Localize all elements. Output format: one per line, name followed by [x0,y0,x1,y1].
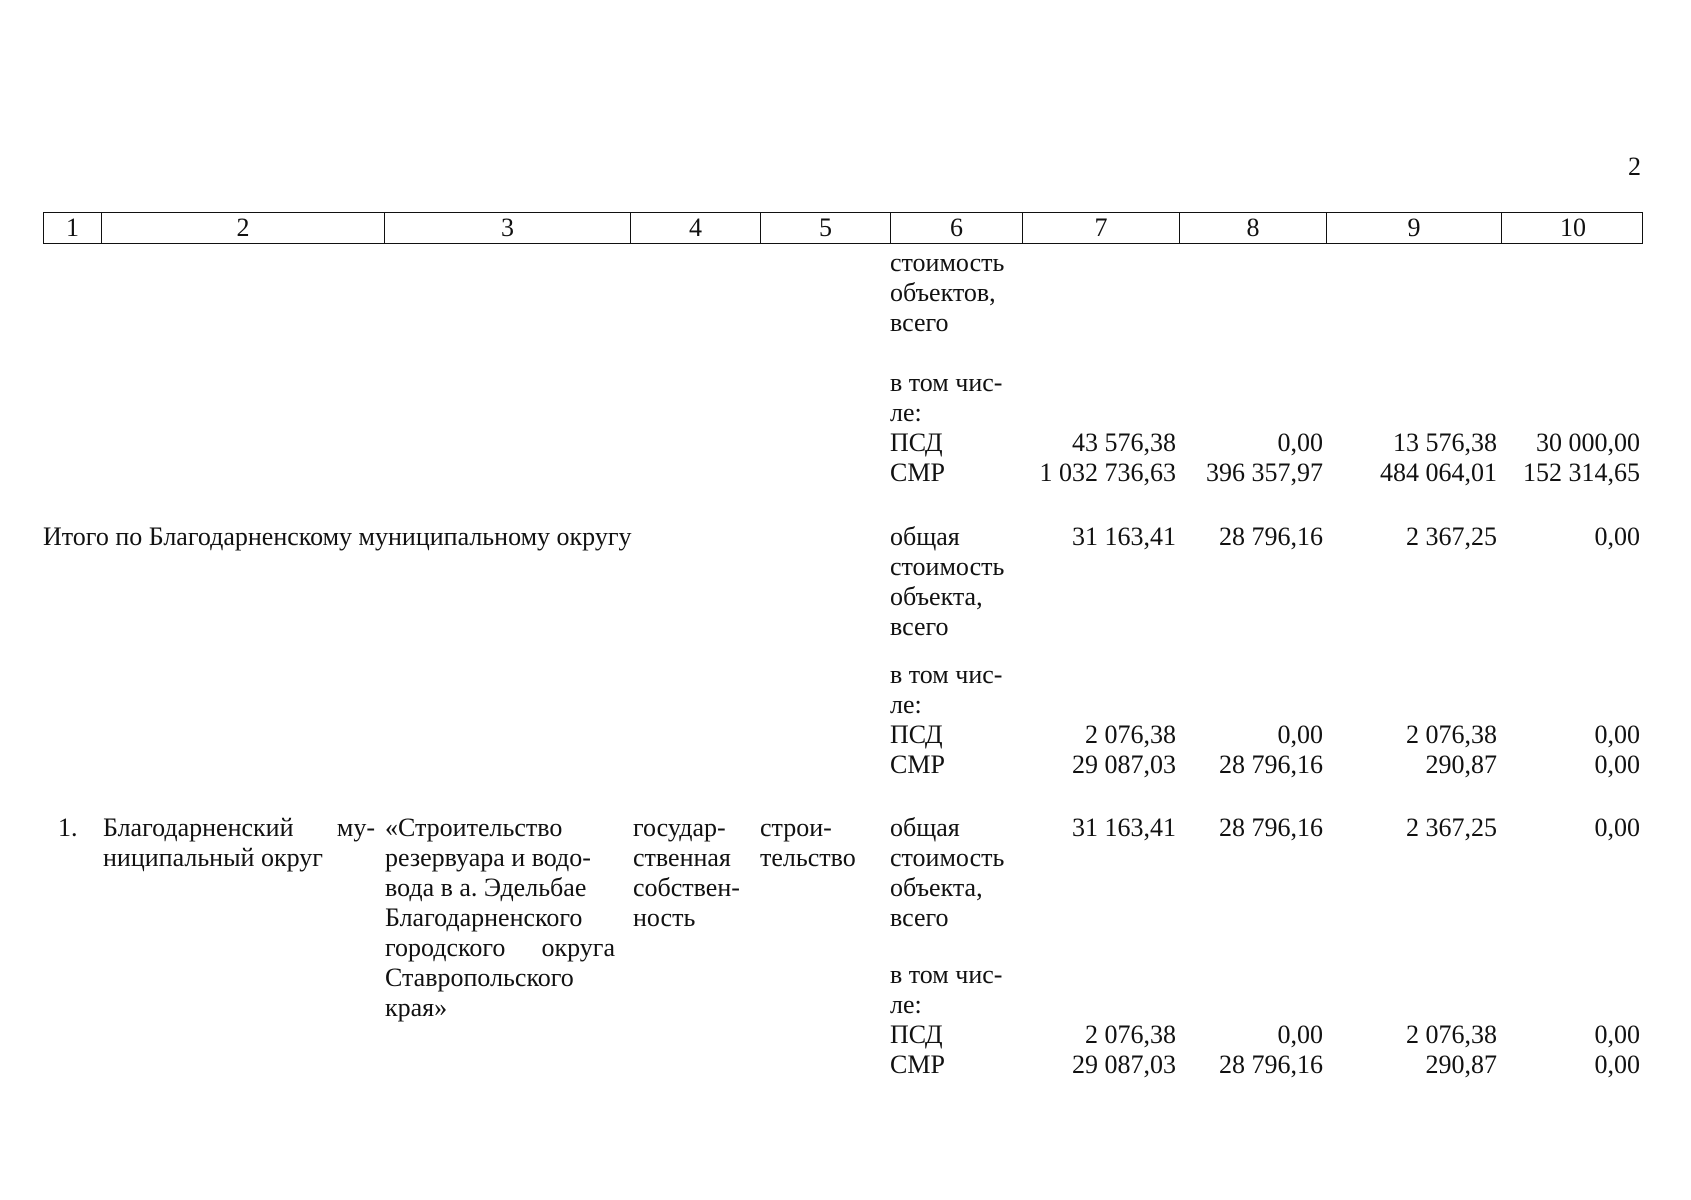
item-col3-line-2: резервуара и водо- [385,843,591,872]
item-row-smr-c8: 28 796,16 [1219,1050,1323,1079]
top-row-smr-c10: 152 314,65 [1523,458,1640,487]
top-row-smr-c9: 484 064,01 [1380,458,1497,487]
item-row-smr-label: СМР [890,1050,945,1079]
top-label-line-2: объектов, [890,278,996,307]
item-total-c7: 31 163,41 [1072,813,1176,842]
item-row-psd-c9: 2 076,38 [1406,1020,1497,1049]
item-col4-line-1: государ- [633,813,726,842]
total-title: Итого по Благодарненскому муниципальному округу [43,522,632,551]
total-row-smr-c9: 290,87 [1425,750,1497,779]
item-col3-line-6: Ставропольского [385,963,574,992]
total-label-line-4: всего [890,612,949,641]
item-incl-line-1: в том чис- [890,960,1003,989]
top-row-smr-label: СМР [890,458,945,487]
item-label-line-3: объекта, [890,873,983,902]
item-row-smr-c10: 0,00 [1594,1050,1640,1079]
total-c8: 28 796,16 [1219,522,1323,551]
item-col2-line-1: Благодарненский му- [103,813,375,842]
item-col5-line-1: строи- [760,813,832,842]
top-row-psd-label: ПСД [890,428,943,457]
header-col-5: 5 [761,213,891,243]
item-total-c9: 2 367,25 [1406,813,1497,842]
top-row-psd-c9: 13 576,38 [1393,428,1497,457]
item-col3-line-3: вода в а. Эдельбае [385,873,587,902]
total-c7: 31 163,41 [1072,522,1176,551]
item-col4-line-3: собствен- [633,873,740,902]
total-row-psd-c8: 0,00 [1277,720,1323,749]
total-row-smr-c7: 29 087,03 [1072,750,1176,779]
header-col-7: 7 [1023,213,1180,243]
item-row-smr-c7: 29 087,03 [1072,1050,1176,1079]
header-col-2: 2 [102,213,385,243]
top-label-line-1: стоимость [890,248,1005,277]
total-row-smr-c10: 0,00 [1594,750,1640,779]
header-col-1: 1 [44,213,102,243]
total-incl-line-1: в том чис- [890,660,1003,689]
item-index: 1. [58,813,78,842]
item-incl-line-2: ле: [890,990,922,1019]
top-row-smr-c8: 396 357,97 [1206,458,1323,487]
top-incl-line-2: ле: [890,398,922,427]
item-row-psd-c8: 0,00 [1277,1020,1323,1049]
item-label-line-1: общая [890,813,960,842]
header-col-6: 6 [891,213,1023,243]
item-total-c8: 28 796,16 [1219,813,1323,842]
item-row-psd-c7: 2 076,38 [1085,1020,1176,1049]
total-row-smr-label: СМР [890,750,945,779]
item-col3-line-7: края» [385,993,448,1022]
total-c10: 0,00 [1594,522,1640,551]
header-col-3: 3 [385,213,631,243]
total-row-smr-c8: 28 796,16 [1219,750,1323,779]
total-row-psd-c10: 0,00 [1594,720,1640,749]
item-col3-line-5: городского округа [385,933,615,962]
item-col3-line-4: Благодарненского [385,903,583,932]
header-col-9: 9 [1327,213,1502,243]
header-col-4: 4 [631,213,761,243]
top-row-psd-c10: 30 000,00 [1536,428,1640,457]
item-row-psd-c10: 0,00 [1594,1020,1640,1049]
total-label-line-1: общая [890,522,960,551]
table-header-row [43,212,1643,244]
total-label-line-2: стоимость [890,552,1005,581]
total-row-psd-label: ПСД [890,720,943,749]
item-col5-line-2: тельство [760,843,856,872]
item-col4-line-4: ность [633,903,696,932]
top-row-psd-c8: 0,00 [1277,428,1323,457]
top-row-psd-c7: 43 576,38 [1072,428,1176,457]
item-col2-line-2: ниципальный округ [103,843,323,872]
top-incl-line-1: в том чис- [890,368,1003,397]
total-incl-line-2: ле: [890,690,922,719]
item-label-line-4: всего [890,903,949,932]
item-total-c10: 0,00 [1594,813,1640,842]
total-c9: 2 367,25 [1406,522,1497,551]
item-row-smr-c9: 290,87 [1425,1050,1497,1079]
top-row-smr-c7: 1 032 736,63 [1039,458,1176,487]
item-row-psd-label: ПСД [890,1020,943,1049]
item-col4-line-2: ственная [633,843,731,872]
page-number: 2 [1628,152,1641,181]
top-label-line-3: всего [890,308,949,337]
header-col-10: 10 [1560,213,1586,242]
total-row-psd-c7: 2 076,38 [1085,720,1176,749]
header-col-8: 8 [1180,213,1327,243]
total-row-psd-c9: 2 076,38 [1406,720,1497,749]
item-label-line-2: стоимость [890,843,1005,872]
total-label-line-3: объекта, [890,582,983,611]
item-col3-line-1: «Строительство [385,813,563,842]
